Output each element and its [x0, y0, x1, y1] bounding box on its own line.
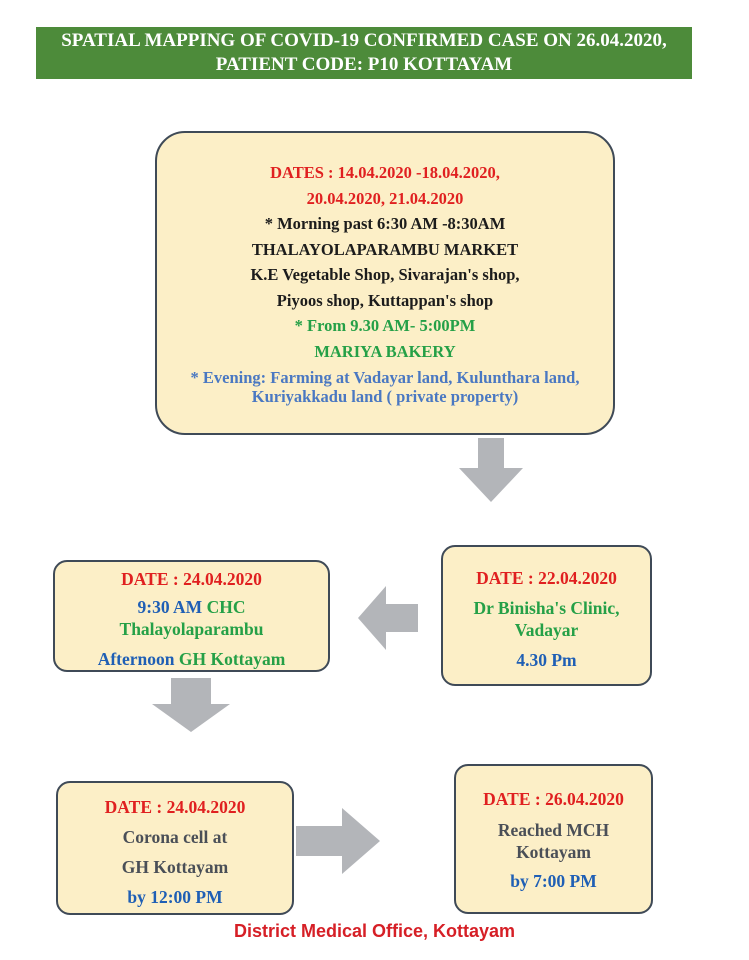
- afternoon-visit-place: GH Kottayam: [178, 649, 286, 669]
- arrow-left-icon: [358, 586, 418, 650]
- morning-time: * Morning past 6:30 AM -8:30AM: [264, 214, 506, 233]
- corona-cell-line-2: GH Kottayam: [121, 857, 229, 877]
- shops-line-1: K.E Vegetable Shop, Sivarajan's shop,: [250, 265, 520, 284]
- bakery-name: MARIYA BAKERY: [314, 341, 456, 361]
- step-box-corona-cell: [56, 781, 294, 915]
- arrow-down-icon: [459, 438, 523, 502]
- clinic-name-line-1: Dr Binisha's Clinic,: [473, 598, 620, 618]
- clinic-name-line-2: Vadayar: [514, 620, 579, 640]
- step-box-mch: [454, 764, 653, 914]
- shops-line-2: Piyoos shop, Kuttappan's shop: [276, 290, 494, 310]
- corona-cell-time: by 12:00 PM: [127, 887, 223, 907]
- evening-line-1: * Evening: Farming at Vadayar land, Kulunthara land,: [190, 368, 580, 387]
- hospital-date: DATE : 24.04.2020: [121, 569, 262, 589]
- step-box-hospital-visits: [53, 560, 330, 672]
- morning-visit-place-2: Thalayolaparambu: [119, 619, 264, 639]
- morning-visit: [55, 596, 328, 618]
- evening-line-2: Kuriyakkadu land ( private property): [251, 387, 519, 406]
- footer-credit: District Medical Office, Kottayam: [233, 921, 516, 941]
- title-line-2: PATIENT CODE: P10 KOTTAYAM: [215, 54, 513, 75]
- mch-time: by 7:00 PM: [510, 871, 597, 891]
- step-box-clinic-visit: [441, 545, 652, 686]
- mch-line-1: Reached MCH: [497, 820, 610, 840]
- step-box-market-visits: [155, 131, 615, 435]
- mch-date: DATE : 26.04.2020: [483, 789, 624, 809]
- clinic-date: DATE : 22.04.2020: [476, 568, 617, 588]
- market-name: THALAYOLAPARAMBU MARKET: [251, 239, 519, 259]
- morning-visit-time: 9:30 AM: [137, 597, 203, 617]
- dates-line-1: DATES : 14.04.2020 -18.04.2020,: [270, 163, 500, 182]
- corona-cell-date: DATE : 24.04.2020: [104, 797, 246, 817]
- mch-line-2: Kottayam: [516, 842, 591, 862]
- clinic-time: 4.30 Pm: [516, 650, 577, 670]
- afternoon-visit: [55, 648, 328, 670]
- afternoon-visit-time: Afternoon: [97, 649, 175, 669]
- title-banner: [36, 27, 692, 79]
- dates-line-2: 20.04.2020, 21.04.2020: [306, 188, 464, 208]
- arrow-right-icon: [296, 808, 380, 874]
- day-time: * From 9.30 AM- 5:00PM: [294, 316, 476, 335]
- arrow-down-icon: [152, 678, 230, 732]
- morning-visit-place: CHC: [206, 597, 246, 617]
- title-line-1: SPATIAL MAPPING OF COVID-19 CONFIRMED CASE ON 26.04.2020,: [61, 30, 667, 51]
- corona-cell-line-1: Corona cell at: [122, 827, 228, 847]
